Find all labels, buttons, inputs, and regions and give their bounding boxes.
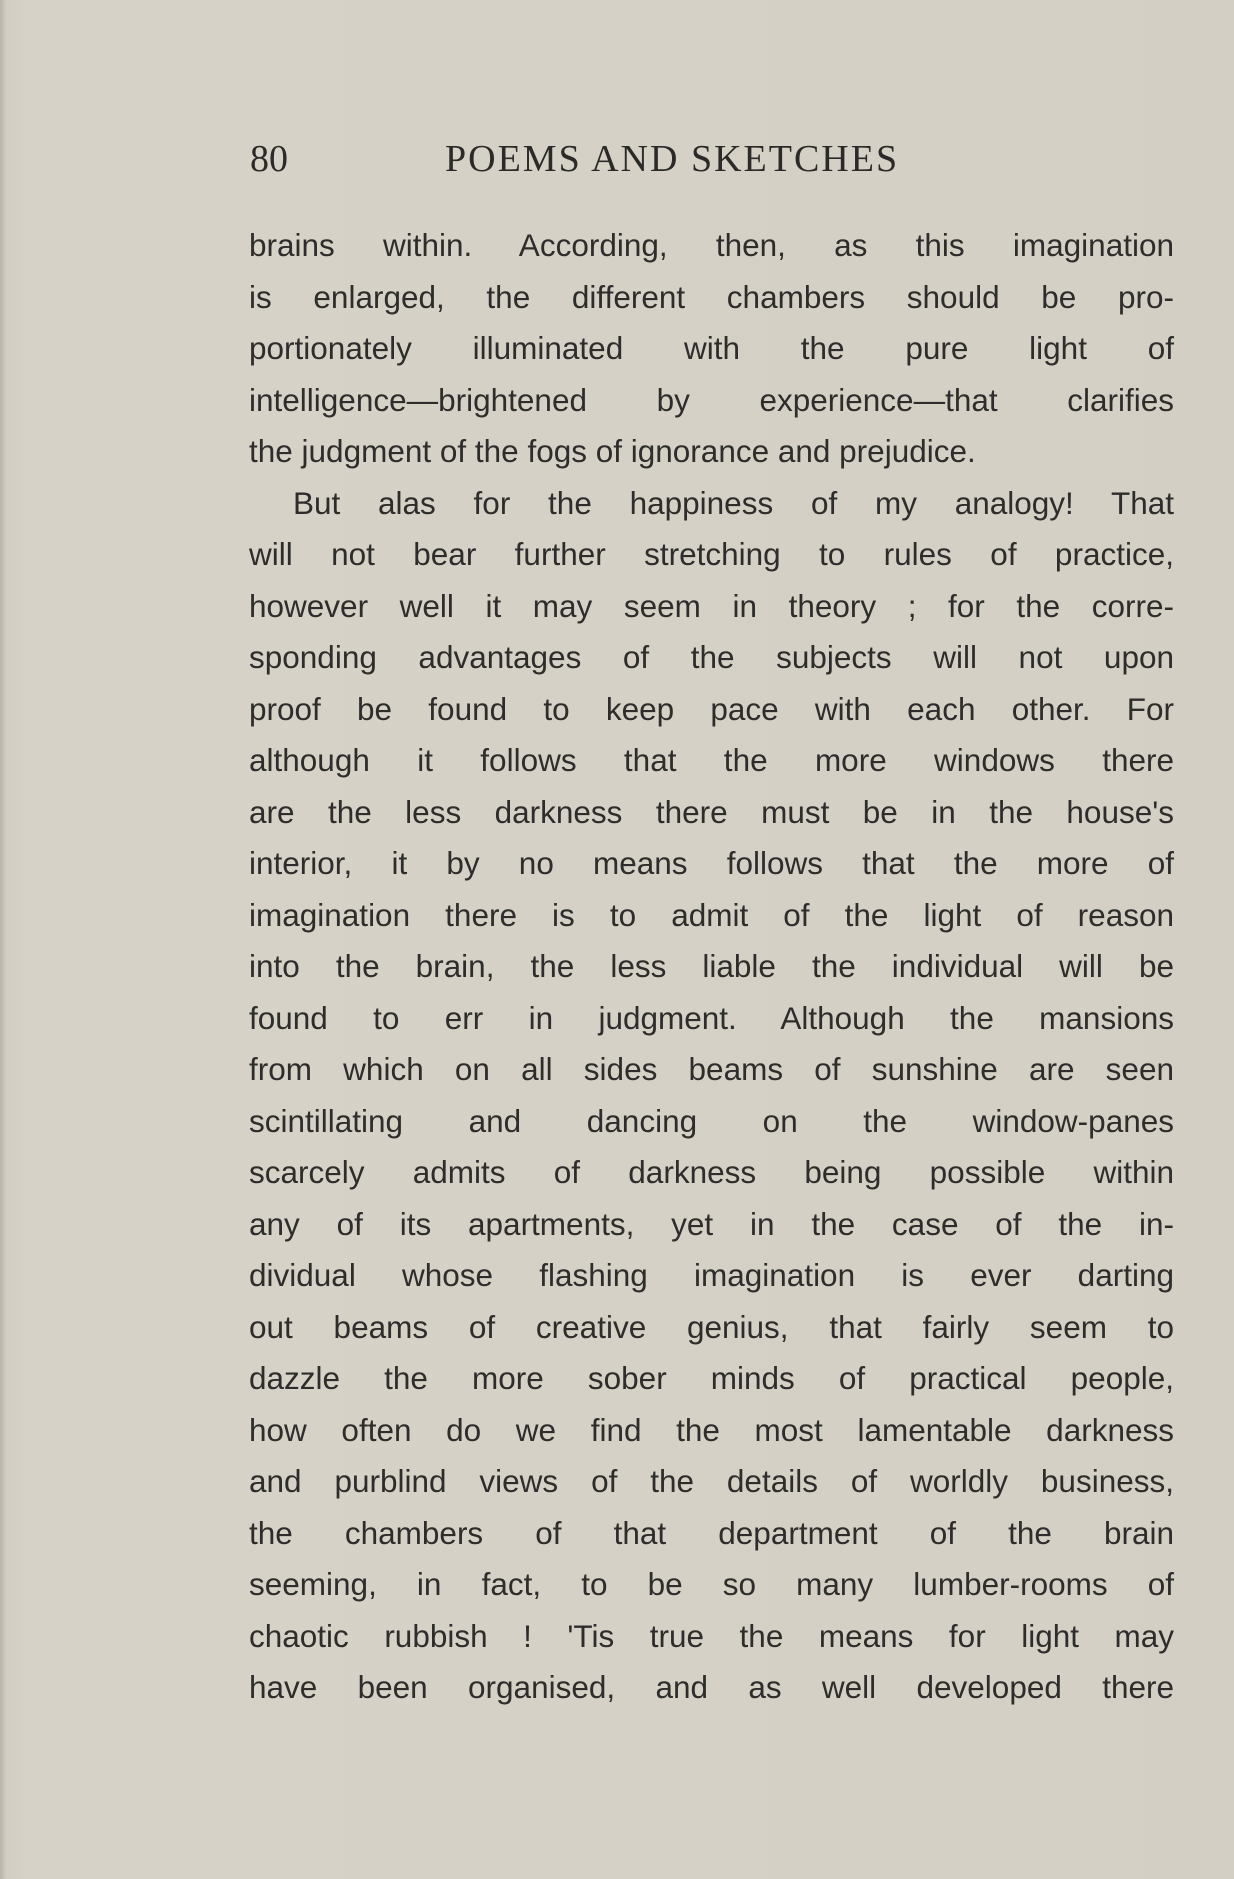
text-line: interior, it by no means follows that the more of (249, 845, 1174, 881)
page-number: 80 (250, 138, 288, 180)
text-line: imagination there is to admit of the light of reason (249, 896, 1174, 933)
text-line: brains within. According, then, as this imagination (249, 227, 1174, 263)
page-gutter (0, 0, 6, 1879)
text-line: seeming, in fact, to be so many lumber-rooms of (249, 1566, 1174, 1602)
text-line: portionately illuminated with the pure light of (249, 330, 1174, 366)
text-line: into the brain, the less liable the individual will be (249, 948, 1174, 984)
text-line: chaotic rubbish ! 'Tis true the means for light may (249, 1617, 1174, 1654)
text-line: from which on all sides beams of sunshine are seen (249, 1051, 1174, 1087)
text-line: dazzle the more sober minds of practical people, (249, 1360, 1174, 1396)
text-line: scintillating and dancing on the window-panes (249, 1102, 1174, 1139)
body-text (249, 220, 1174, 1714)
running-header (250, 134, 985, 184)
text-line: out beams of creative genius, that fairly seem to (249, 1308, 1174, 1345)
text-line: found to err in judgment. Although the mansions (249, 999, 1174, 1036)
text-line: and purblind views of the details of worldly business, (249, 1463, 1174, 1499)
text-line: have been organised, and as well developed there (249, 1669, 1174, 1705)
text-line: proof be found to keep pace with each other. For (249, 690, 1174, 727)
text-line: is enlarged, the different chambers should be pro- (249, 278, 1174, 315)
text-line: although it follows that the more windows there (249, 742, 1174, 778)
text-line: any of its apartments, yet in the case of the in- (249, 1205, 1174, 1242)
text-line: will not bear further stretching to rules of practice, (249, 536, 1174, 572)
text-line: dividual whose flashing imagination is ever darting (249, 1257, 1174, 1293)
text-line: however well it may seem in theory ; for the corre- (249, 587, 1174, 624)
text-line: the judgment of the fogs of ignorance and prejudice. (249, 433, 976, 469)
text-line: intelligence—brightened by experience—that clarifies (249, 381, 1174, 418)
text-line: sponding advantages of the subjects will not upon (249, 639, 1174, 675)
running-title: POEMS AND SKETCHES (445, 138, 900, 180)
text-line: the chambers of that department of the brain (249, 1514, 1174, 1551)
text-line: are the less darkness there must be in the house's (249, 793, 1174, 830)
text-line: scarcely admits of darkness being possible within (249, 1154, 1174, 1190)
text-line: how often do we find the most lamentable darkness (249, 1411, 1174, 1448)
text-line: But alas for the happiness of my analogy! That (293, 484, 1174, 521)
